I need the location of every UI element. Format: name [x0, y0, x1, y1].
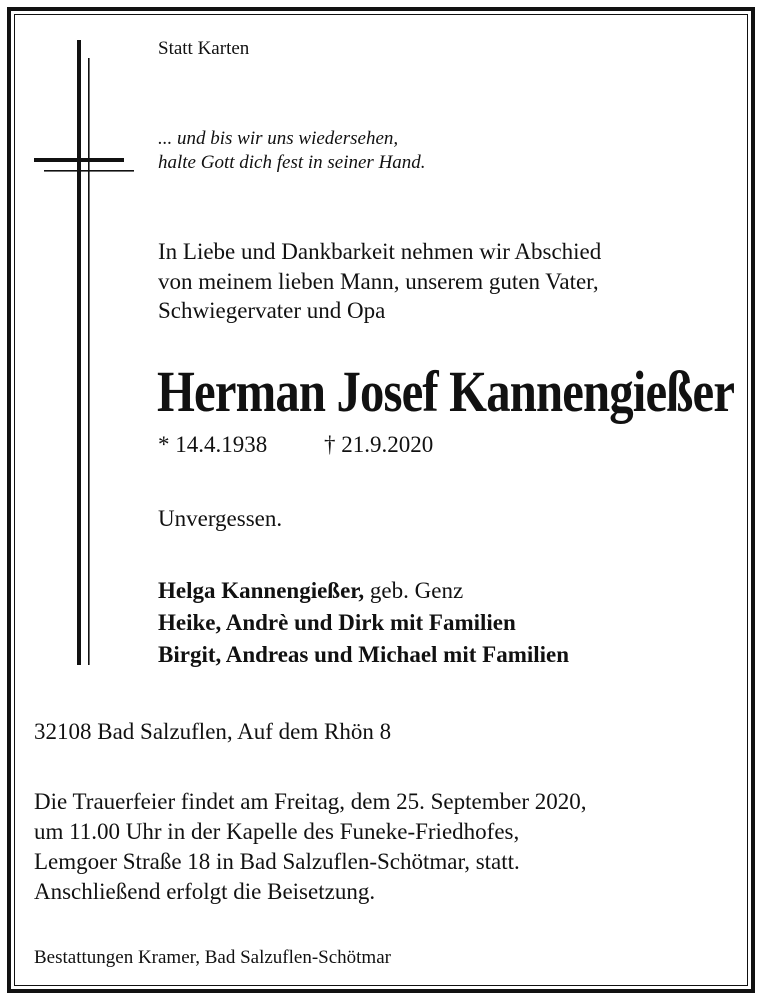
address: 32108 Bad Salzuflen, Auf dem Rhön 8	[34, 719, 392, 744]
funeral-line-4: Anschließend erfolgt die Beisetzung.	[34, 879, 376, 904]
death-date: † 21.9.2020	[324, 432, 434, 457]
statt-karten-label: Statt Karten	[158, 38, 250, 59]
unvergessen-text: Unvergessen.	[158, 506, 283, 531]
undertaker: Bestattungen Kramer, Bad Salzuflen-Schötmar	[34, 947, 391, 968]
funeral-line-3: Lemgoer Straße 18 in Bad Salzuflen-Schötmar, statt.	[34, 849, 520, 874]
intro-line-2: von meinem lieben Mann, unserem guten Vater,	[158, 269, 599, 294]
family-line-3: Birgit, Andreas und Michael mit Familien	[158, 642, 570, 667]
verse-line-1: ... und bis wir uns wiedersehen,	[158, 128, 399, 149]
deceased-name: Herman Josef Kannengießer	[157, 359, 735, 424]
funeral-line-1: Die Trauerfeier findet am Freitag, dem 25. September 2020,	[34, 789, 587, 814]
maiden-name: geb. Genz	[364, 578, 464, 603]
funeral-line-2: um 11.00 Uhr in der Kapelle des Funeke-Friedhofes,	[34, 819, 520, 844]
family-line-1	[158, 576, 463, 606]
family-line-2: Heike, Andrè und Dirk mit Familien	[158, 610, 516, 635]
intro-line-3: Schwiegervater und Opa	[158, 298, 386, 323]
birth-date: * 14.4.1938	[158, 432, 268, 457]
verse-line-2: halte Gott dich fest in seiner Hand.	[158, 152, 426, 173]
widow-name: Helga Kannengießer,	[158, 578, 365, 603]
intro-line-1: In Liebe und Dankbarkeit nehmen wir Abschied	[158, 239, 602, 264]
